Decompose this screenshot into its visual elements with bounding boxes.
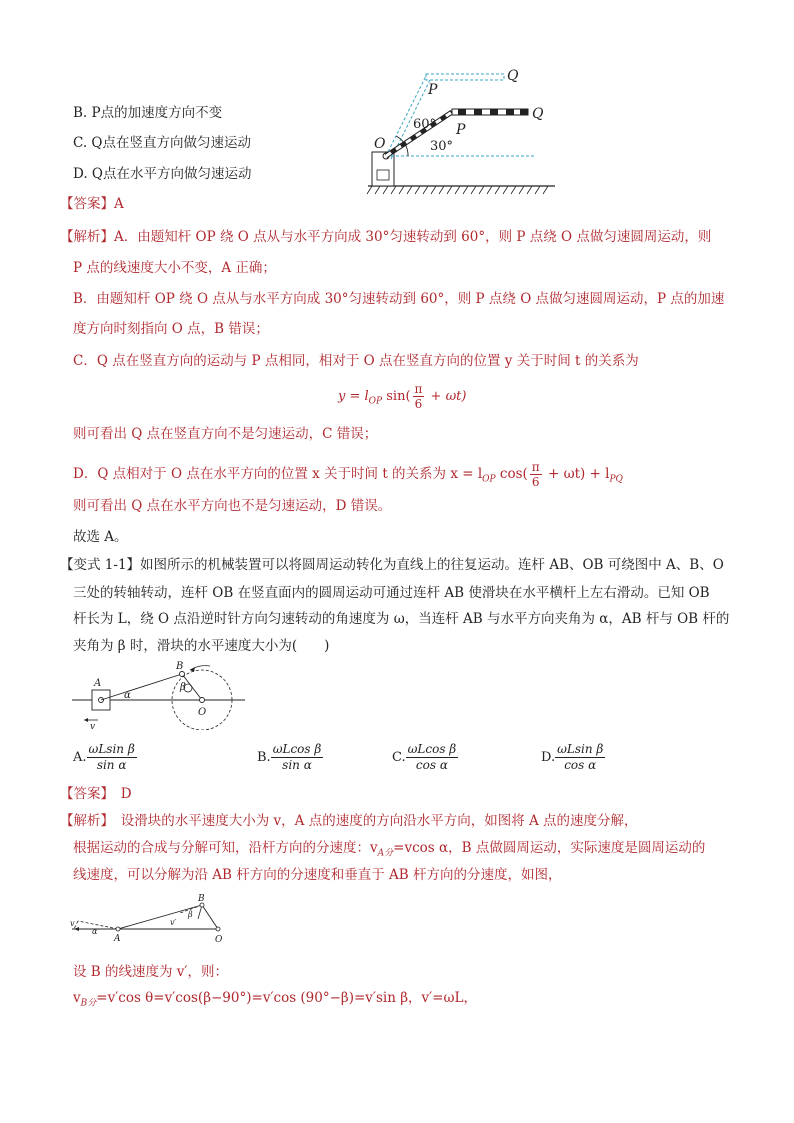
- explain1-a1: 【解析】A．由题知杆 OP 绕 O 点从与水平方向成 30°匀速转动到 60°，则 P 点绕 O 点做匀速圆周运动，则: [60, 229, 712, 245]
- option-b: B. P点的加速度方向不变: [73, 105, 223, 121]
- label-a: A: [94, 678, 102, 689]
- label-v: v: [70, 919, 75, 928]
- label-30deg: 30°: [430, 139, 454, 154]
- figure-rod-diagram: [360, 62, 560, 200]
- variant-l4: 夹角为 β 时，滑块的水平速度大小为( ): [73, 638, 330, 654]
- explain3-l1: 设 B 的线速度为 v′，则：: [73, 964, 228, 980]
- variant-l2: 三处的转轴转动，连杆 OB 在竖直面内的圆周运动可通过连杆 AB 使滑块在水平横杆上左右滑动。已知 OB: [73, 585, 710, 601]
- label-beta: β: [180, 682, 186, 693]
- explain3-l2: $v_{B分}=v'\cos$ θ=v′cos(β−90°)=v′cos (90°−β)=v′sin β，v′=ωL，: [73, 990, 478, 1009]
- label-o: O: [198, 707, 207, 718]
- label-beta: β: [188, 910, 193, 919]
- label-b: B: [176, 661, 184, 672]
- explain2-l2: 根据运动的合成与分解可知，沿杆方向的分速度：$v_{A分}=vcos$ α，B 点做圆周运动，实际速度是圆周运动的: [73, 840, 706, 859]
- answer-1: 【答案】A: [60, 196, 124, 212]
- figure-slider-crank: [70, 658, 250, 730]
- label-q-rod: Q: [532, 106, 544, 122]
- choice-c[interactable]: C. $\frac{\text{ωLcos β}}{\text{cos α}}$: [392, 742, 457, 772]
- label-a: A: [114, 934, 121, 944]
- label-60deg: 60°: [413, 117, 437, 132]
- explain1-a2: P 点的线速度大小不变，A 正确；: [73, 260, 276, 276]
- label-o: O: [215, 935, 223, 945]
- variant-l1: 【变式 1-1】如图所示的机械装置可以将圆周运动转化为直线上的往复运动。连杆 AB、OB 可绕图中 A、B、O: [60, 557, 724, 573]
- label-v: v: [90, 722, 96, 730]
- option-d: D. Q点在水平方向做匀速运动: [73, 166, 252, 182]
- label-p-top: P: [428, 82, 438, 98]
- label-alpha: α: [124, 690, 131, 701]
- choice-d[interactable]: D. $\frac{\text{ωLsin β}}{\text{cos α}}$: [541, 742, 604, 772]
- choice-a[interactable]: A. $\frac{\text{ωLsin β}}{\text{sin α}}$: [73, 742, 135, 772]
- label-v-prime: v′: [170, 918, 177, 927]
- explain1-c2: 则可看出 Q 点在竖直方向不是匀速运动，C 错误；: [73, 426, 378, 442]
- label-alpha: α: [92, 927, 98, 936]
- choice-b[interactable]: B. $\frac{\text{ωLcos β}}{\text{sin α}}$: [257, 742, 322, 772]
- explain1-d2: 则可看出 Q 点在水平方向也不是匀速运动，D 错误。: [73, 498, 392, 514]
- label-b: B: [198, 894, 205, 904]
- explain1-c1: C．Q 点在竖直方向的运动与 P 点相同，相对于 O 点在竖直方向的位置 y 关于时间 t 的关系为: [73, 353, 639, 369]
- variant-l3: 杆长为 L，绕 O 点沿逆时针方向匀速转动的角速度为 ω，当连杆 AB 与水平方向夹角为 α，AB 杆与 OB 杆的: [73, 611, 730, 627]
- label-q-top: Q: [507, 68, 519, 84]
- explain1-b2: 度方向时刻指向 O 点，B 错误；: [73, 321, 269, 337]
- label-p-rod: P: [456, 122, 466, 138]
- explain2-l3: 线速度，可以分解为沿 AB 杆方向的分速度和垂直于 AB 杆方向的分速度，如图，: [73, 867, 562, 883]
- formula-y: $y = l_{OP}$ sin( $\frac{\pi}{6}$ + ωt): [338, 382, 467, 411]
- figure-velocity-decomposition: [70, 893, 230, 947]
- label-o: O: [374, 136, 386, 152]
- explain1-b1: B．由题知杆 OP 绕 O 点从与水平方向成 30°匀速转动到 60°，则 P 点绕 O 点做匀速圆周运动，P 点的加速: [73, 291, 725, 307]
- explain1-d1: D．Q 点相对于 O 点在水平方向的位置 x 关于时间 t 的关系为 $x = l_{OP}$ cos( $\frac{\pi}{6}$ + $\omega t) + l_{PQ}$: [73, 460, 623, 489]
- choose-a: 故选 A。: [73, 529, 128, 545]
- answer-2: 【答案】 D: [60, 786, 132, 802]
- explain2-l1: 【解析】 设滑块的水平速度大小为 v，A 点的速度的方向沿水平方向，如图将 A 点的速度分解，: [60, 813, 638, 829]
- option-c: C. Q点在竖直方向做匀速运动: [73, 135, 251, 151]
